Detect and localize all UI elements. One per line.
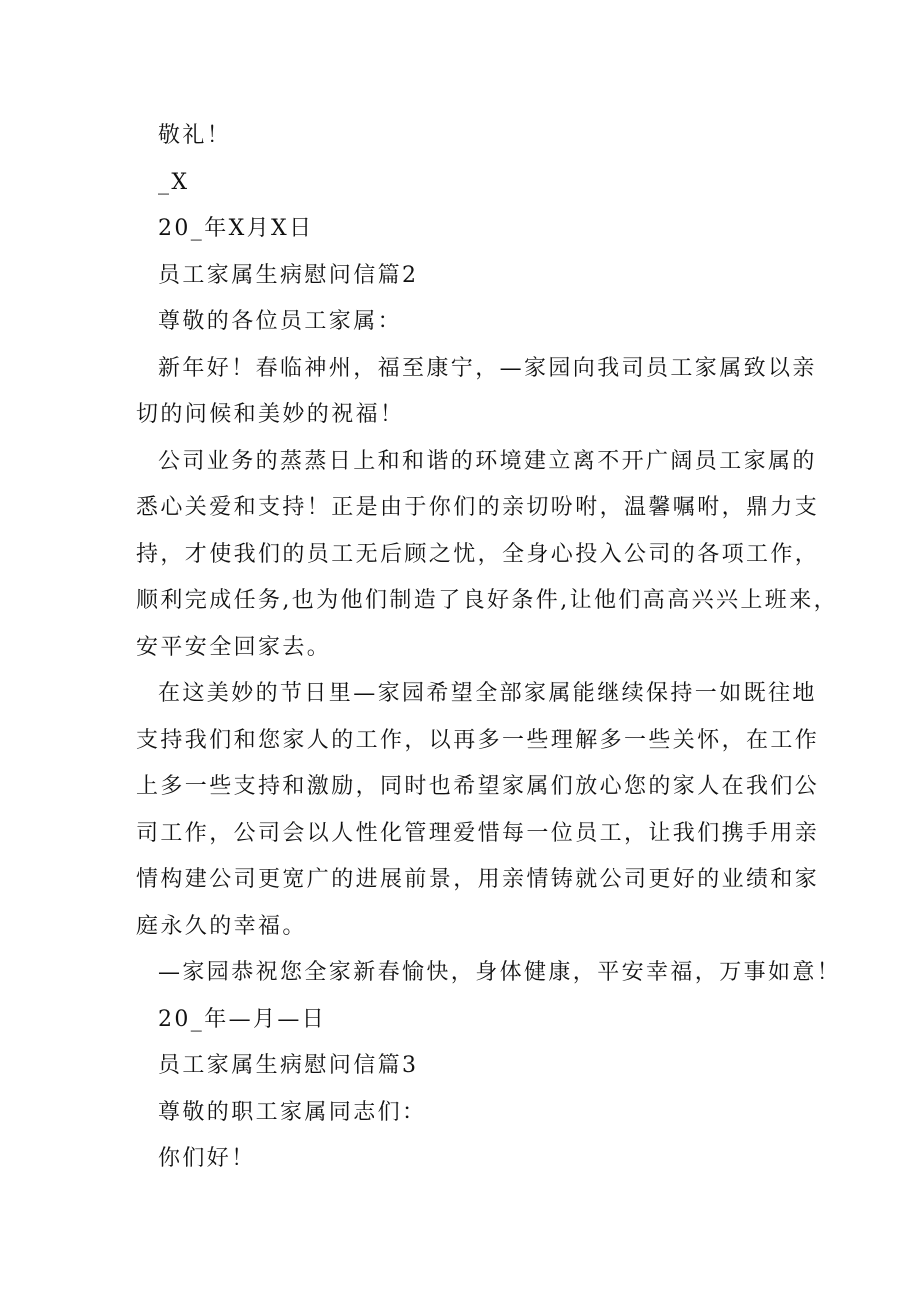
paragraph-line: 切的问候和美妙的祝福！: [136, 402, 405, 427]
date-line: 20_年—月—日: [158, 1007, 327, 1032]
blessing-line: —家园恭祝您全家新春愉快，身体健康，平安幸福，万事如意！: [158, 960, 842, 985]
closing-salutation: 敬礼！: [158, 123, 232, 148]
paragraph-line: 情构建公司更宽广的进展前景，用亲情铸就公司更好的业绩和家: [136, 867, 820, 892]
paragraph-line: 司工作，公司会以人性化管理爱惜每一位员工，让我们携手用亲: [136, 821, 820, 846]
paragraph-line: 公司业务的蒸蒸日上和和谐的环境建立离不开广阔员工家属的: [158, 449, 817, 474]
paragraph-line: 上多一些支持和激励，同时也希望家属们放心您的家人在我们公: [136, 774, 820, 799]
greeting-line: 尊敬的职工家属同志们：: [158, 1100, 427, 1125]
section-title-2: 员工家属生病慰问信篇2: [158, 263, 419, 288]
section-title-3: 员工家属生病慰问信篇3: [158, 1053, 419, 1078]
paragraph-line: 新年好！春临神州，福至康宁，—家园向我司员工家属致以亲: [158, 356, 817, 381]
paragraph-line: 支持我们和您家人的工作，以再多一些理解多一些关怀，在工作: [136, 728, 820, 753]
greeting-line: 你们好！: [158, 1146, 256, 1171]
paragraph-line: 悉心关爱和支持！正是由于你们的亲切吩咐，温馨嘱咐，鼎力支: [136, 495, 820, 520]
greeting-line: 尊敬的各位员工家属：: [158, 309, 403, 334]
signature-line: _X: [158, 170, 190, 195]
paragraph-line: 持，才使我们的员工无后顾之忧，全身心投入公司的各项工作，: [136, 542, 820, 567]
paragraph-line: 顺利完成任务,也为他们制造了良好条件,让他们高高兴兴上班来，: [136, 588, 838, 613]
date-line: 20_年X月X日: [158, 216, 314, 241]
paragraph-line: 安平安全回家去。: [136, 635, 332, 660]
paragraph-line: 在这美妙的节日里—家园希望全部家属能继续保持一如既往地: [158, 681, 817, 706]
paragraph-line: 庭永久的幸福。: [136, 914, 307, 939]
